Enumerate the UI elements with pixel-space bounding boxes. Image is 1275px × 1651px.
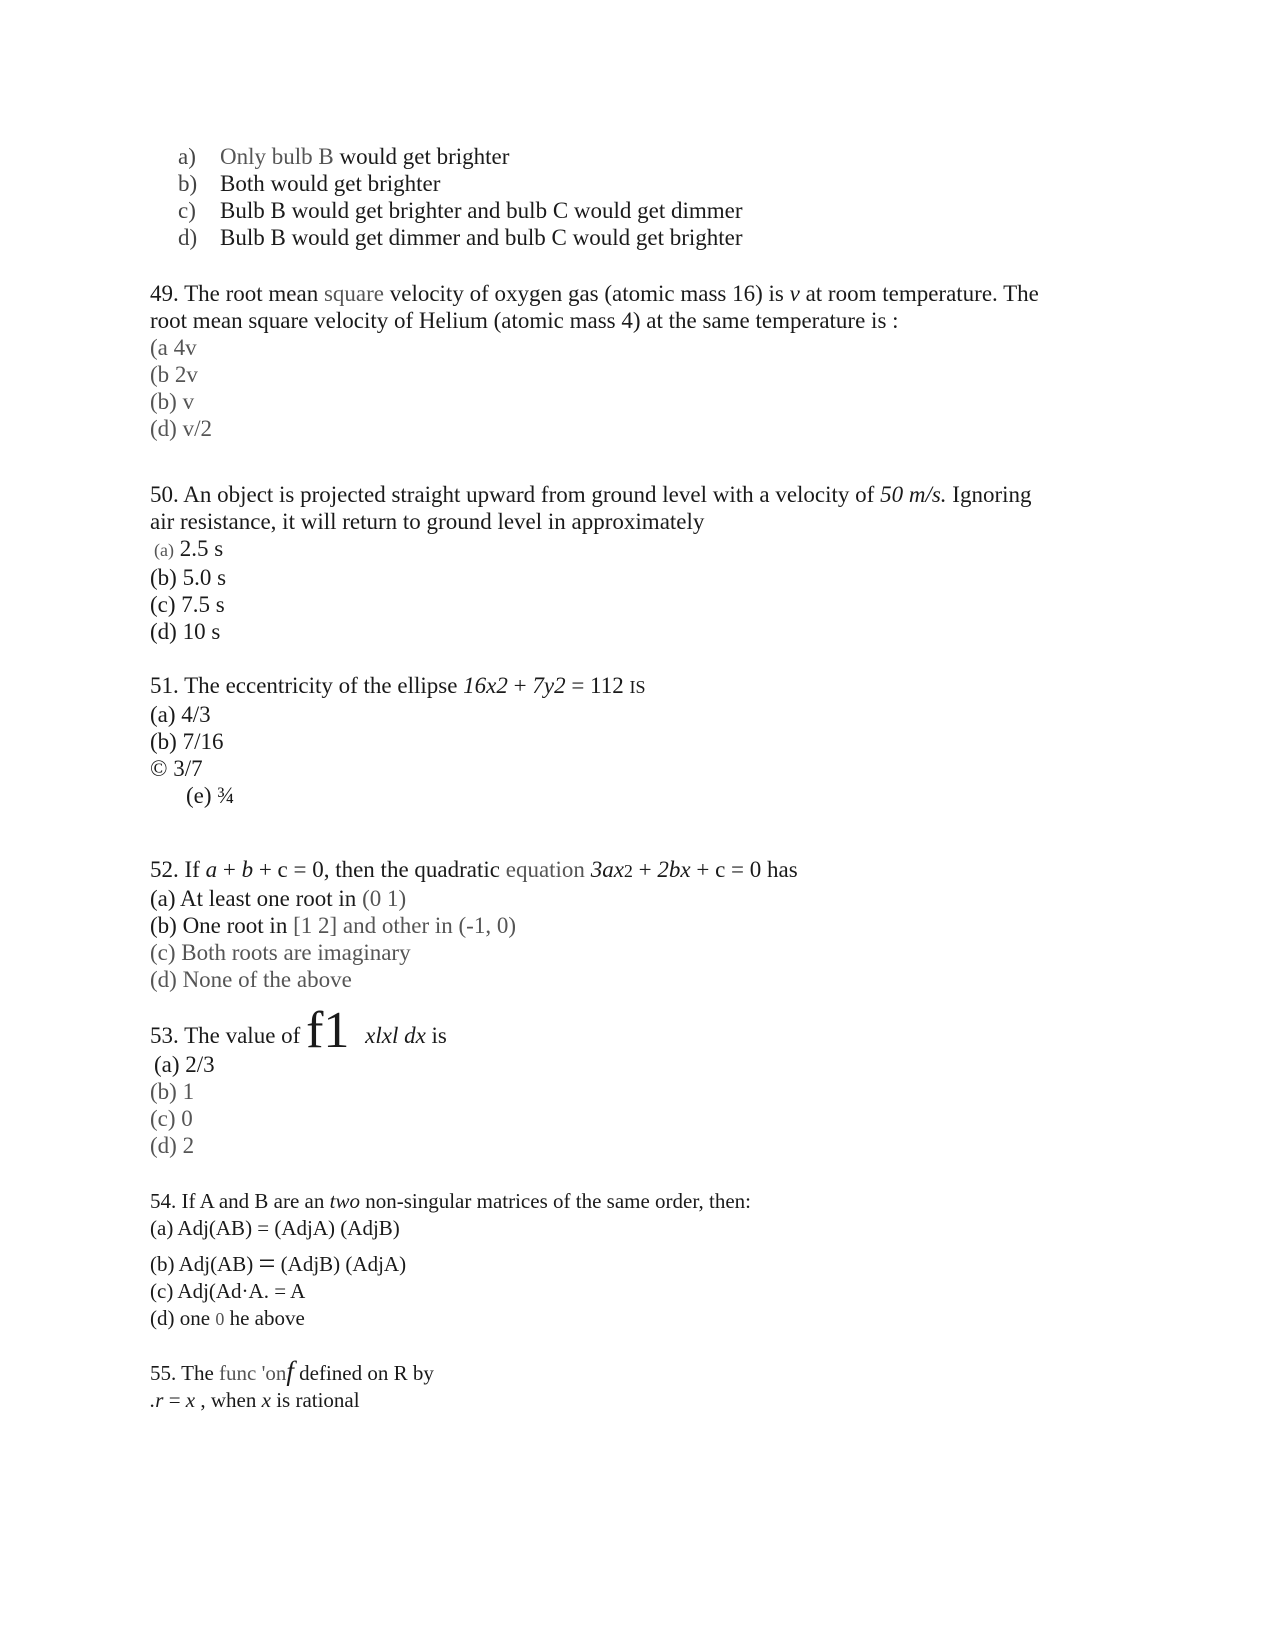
q51-option-c: © 3/7 [150, 756, 203, 781]
q52-option-b: (b) One root in [1 2] and other in (-1, 0) [150, 913, 516, 938]
q48-option-d: d) Bulb B would get dimmer and bulb C would get brighter [178, 225, 743, 250]
q52-option-d: (d) None of the above [150, 967, 352, 992]
q49-option-b: (b 2v [150, 362, 198, 387]
q50-option-b: (b) 5.0 s [150, 565, 227, 590]
question-49 [150, 280, 1039, 442]
q54-option-b: (b) Adj(AB) = (AdjB) (AdjA) [150, 1247, 407, 1280]
q49-line2: root mean square velocity of Helium (atomic mass 4) at the same temperature is : [150, 308, 899, 333]
q51-option-a: (a) 4/3 [150, 702, 211, 727]
q50-option-d: (d) 10 s [150, 619, 221, 644]
q50-option-a: (a) 2.5 s [154, 536, 224, 561]
question-53 [150, 1002, 447, 1159]
q52-option-c: (c) Both roots are imaginary [150, 940, 411, 965]
question-55 [150, 1358, 434, 1414]
q52-line1: 52. If a + b + c = 0, then the quadratic equation 3ax2 + 2bx + c = 0 has [150, 857, 798, 882]
q48-options [178, 143, 743, 251]
q54-option-a: (a) Adj(AB) = (AdjA) (AdjB) [150, 1216, 400, 1240]
q53-option-b: (b) 1 [150, 1079, 195, 1104]
q53-line1: 53. The value of f1 xlxl dx is [150, 1002, 447, 1059]
q53-option-d: (d) 2 [150, 1133, 195, 1158]
q49-option-a: (a 4v [150, 335, 197, 360]
q51-option-b: (b) 7/16 [150, 729, 224, 754]
q54-line1: 54. If A and B are an two non-singular matrices of the same order, then: [150, 1189, 752, 1213]
q50-option-c: (c) 7.5 s [150, 592, 225, 617]
q49-option-d: (d) v/2 [150, 416, 212, 441]
question-51 [150, 672, 645, 809]
question-54 [150, 1188, 751, 1333]
q48-option-a: a) Only bulb B would get brighter [178, 144, 510, 169]
q50-line1: 50. An object is projected straight upward from ground level with a velocity of 50 m/s. Ignoring [150, 482, 1032, 507]
q49-line1: 49. The root mean square velocity of oxygen gas (atomic mass 16) is v at room temperature. The [150, 281, 1039, 306]
q55-line2: .r = x , when x is rational [150, 1388, 360, 1412]
question-50 [150, 481, 1032, 645]
q49-option-c: (b) v [150, 389, 195, 414]
q53-option-c: (c) 0 [150, 1106, 193, 1131]
question-52 [150, 856, 798, 993]
q48-option-c: c) Bulb B would get brighter and bulb C would get dimmer [178, 198, 743, 223]
q55-line1: 55. The func 'onf defined on R by [150, 1356, 434, 1386]
q48-option-b: b) Both would get brighter [178, 171, 441, 196]
q51-option-d: (e) ¾ [186, 783, 235, 808]
q51-line1: 51. The eccentricity of the ellipse 16x2 + 7y2 = 112 IS [150, 673, 646, 698]
q54-option-c: (c) Adj(Ad·A. = A [150, 1279, 306, 1303]
q50-line2: air resistance, it will return to ground level in approximately [150, 509, 705, 534]
q54-option-d: (d) one 0 he above [150, 1306, 305, 1330]
q52-option-a: (a) At least one root in (0 1) [150, 886, 407, 911]
q53-option-a: (a) 2/3 [154, 1052, 215, 1077]
